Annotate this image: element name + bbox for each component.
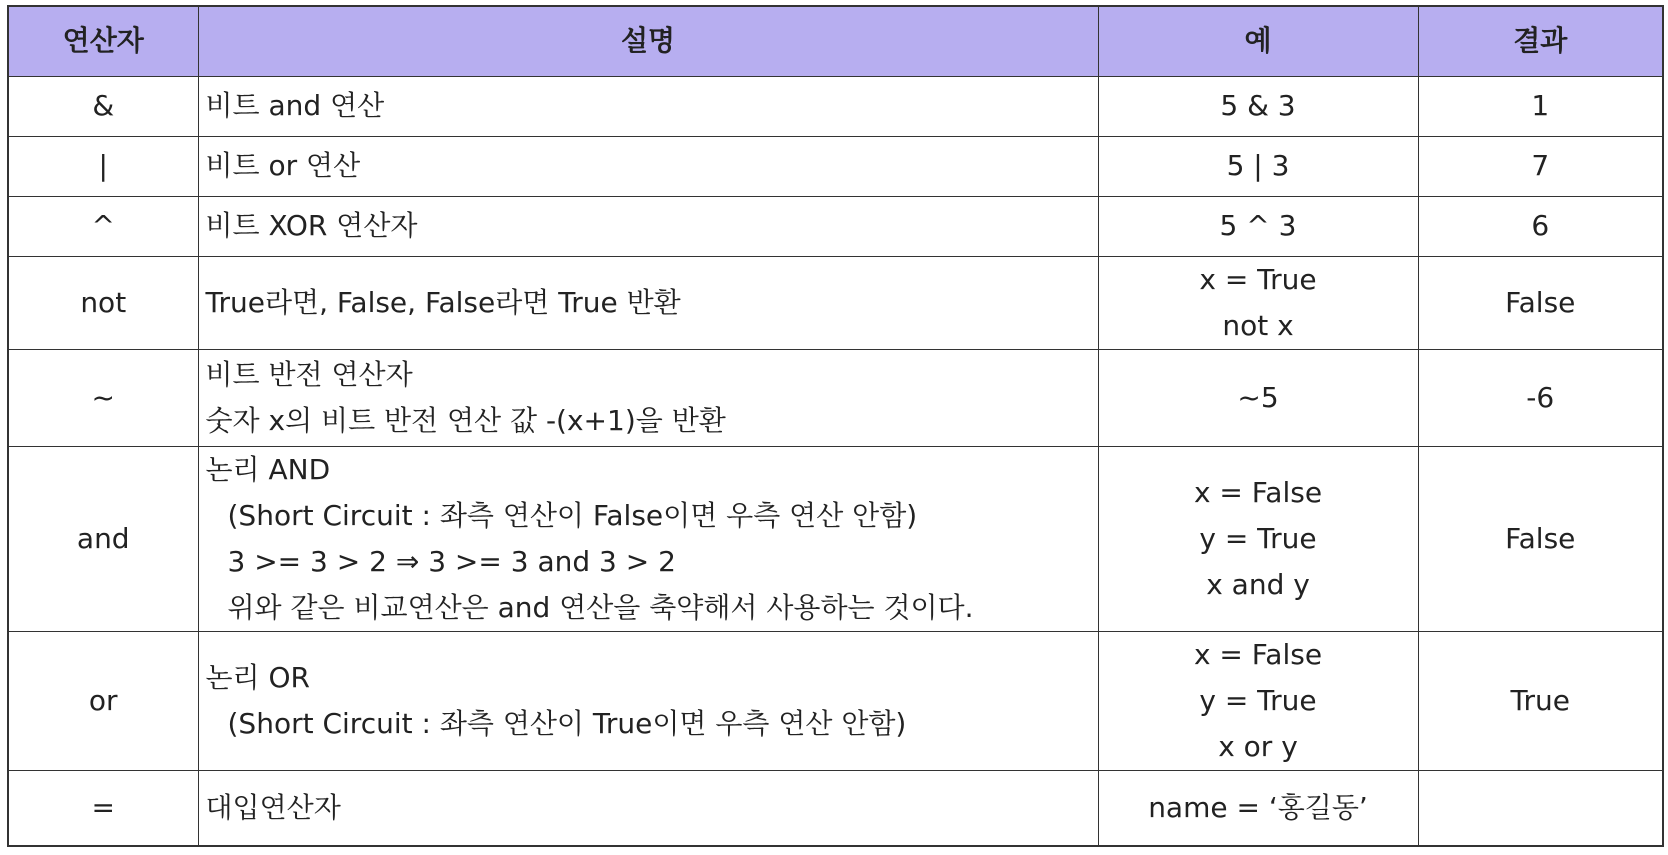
example-cell <box>1098 446 1418 631</box>
description-line: 비트 and 연산 <box>205 89 385 122</box>
example-line: x = False <box>1193 637 1323 671</box>
description-cell <box>198 349 1098 446</box>
result-cell: 7 <box>1418 136 1663 196</box>
result-cell: 6 <box>1418 196 1663 256</box>
example-line: 5 ^ 3 <box>1219 209 1297 242</box>
description-line: 숫자 x의 비트 반전 연산 값 -(x+1)을 반환 <box>205 403 726 437</box>
description-line: 논리 OR <box>205 660 310 694</box>
description-cell <box>198 136 1098 196</box>
description-line: 비트 or 연산 <box>205 149 361 182</box>
example-cell <box>1098 349 1418 446</box>
result-cell: False <box>1418 446 1663 631</box>
header-row <box>8 6 1663 76</box>
header-description: 설명 <box>198 6 1098 76</box>
example-line: 5 & 3 <box>1220 89 1296 122</box>
operator-table <box>7 5 1664 847</box>
description-line: True라면, False, False라면 True 반환 <box>205 285 681 319</box>
description-line: 대입연산자 <box>205 790 341 824</box>
example-line: x = False <box>1193 475 1323 509</box>
example-line: x and y <box>1206 567 1310 601</box>
example-cell <box>1098 256 1418 349</box>
description-cell <box>198 76 1098 136</box>
description-cell <box>198 631 1098 770</box>
table-row <box>8 349 1663 446</box>
operator-cell: | <box>8 136 198 196</box>
description-line: 비트 XOR 연산자 <box>205 209 418 242</box>
result-cell: False <box>1418 256 1663 349</box>
description-line: 위와 같은 비교연산은 and 연산을 축약해서 사용하는 것이다. <box>227 590 974 624</box>
table-row <box>8 631 1663 770</box>
header-result: 결과 <box>1418 6 1663 76</box>
operator-cell: and <box>8 446 198 631</box>
operator-cell: = <box>8 770 198 846</box>
example-cell <box>1098 631 1418 770</box>
description-cell <box>198 256 1098 349</box>
example-line: x or y <box>1218 729 1298 763</box>
example-line: x = True <box>1199 262 1317 296</box>
example-line: ~5 <box>1237 380 1279 414</box>
example-line: 5 | 3 <box>1226 149 1290 182</box>
result-cell: -6 <box>1418 349 1663 446</box>
description-line: 비트 반전 연산자 <box>205 357 413 391</box>
operator-cell: not <box>8 256 198 349</box>
result-cell <box>1418 770 1663 846</box>
table-row <box>8 446 1663 631</box>
result-cell: True <box>1418 631 1663 770</box>
table-row <box>8 76 1663 136</box>
operator-cell: ^ <box>8 196 198 256</box>
operator-cell: & <box>8 76 198 136</box>
description-line: (Short Circuit : 좌측 연산이 True이면 우측 연산 안함) <box>227 706 907 740</box>
operator-cell: or <box>8 631 198 770</box>
description-cell <box>198 196 1098 256</box>
example-cell <box>1098 196 1418 256</box>
header-operator: 연산자 <box>8 6 198 76</box>
example-line: y = True <box>1199 683 1317 717</box>
example-cell <box>1098 136 1418 196</box>
example-line: y = True <box>1199 521 1317 555</box>
table-row <box>8 770 1663 846</box>
example-cell <box>1098 76 1418 136</box>
example-cell <box>1098 770 1418 846</box>
table-row <box>8 136 1663 196</box>
description-line: 논리 AND <box>205 452 331 486</box>
description-line: 3 >= 3 > 2 ⇒ 3 >= 3 and 3 > 2 <box>227 544 676 578</box>
operator-cell: ~ <box>8 349 198 446</box>
description-cell <box>198 446 1098 631</box>
description-line: (Short Circuit : 좌측 연산이 False이면 우측 연산 안함) <box>227 498 918 532</box>
table-row <box>8 196 1663 256</box>
table-row <box>8 256 1663 349</box>
example-line: name = ‘홍길동’ <box>1148 790 1368 824</box>
example-line: not x <box>1222 308 1294 342</box>
result-cell: 1 <box>1418 76 1663 136</box>
description-cell <box>198 770 1098 846</box>
header-example: 예 <box>1098 6 1418 76</box>
